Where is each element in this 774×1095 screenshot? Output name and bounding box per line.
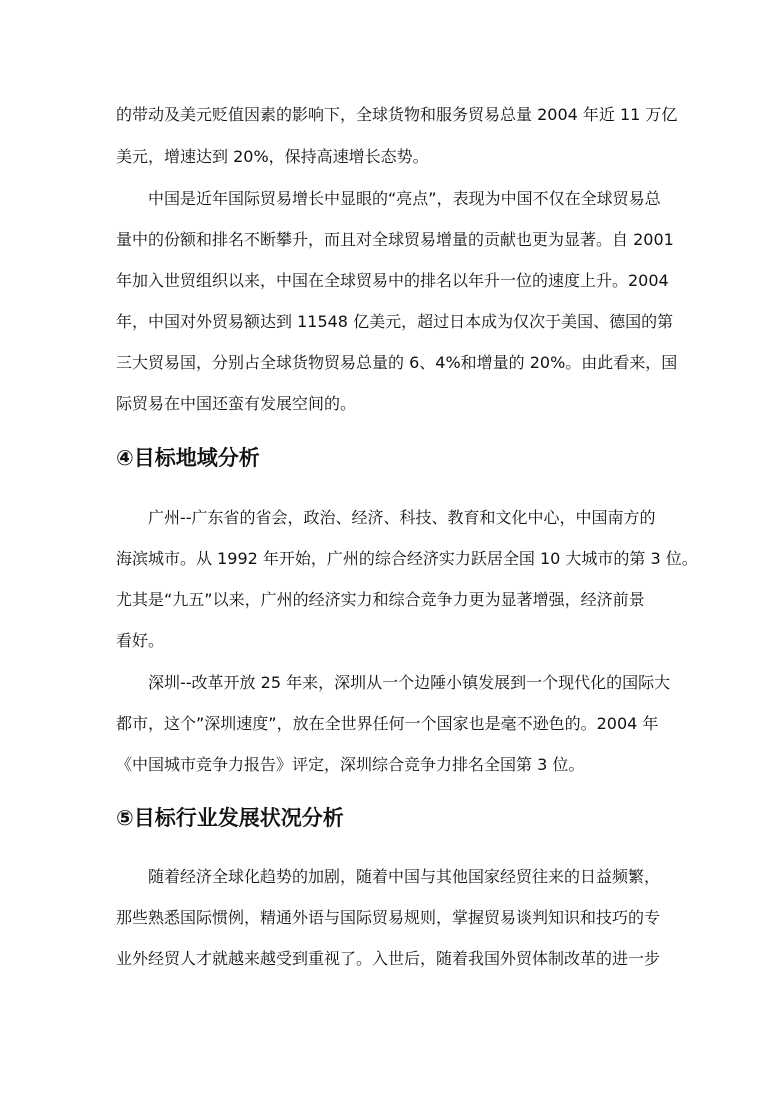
paragraph-line: 业外经贸人才就越来越受到重视了。入世后，随着我国外贸体制改革的进一步 xyxy=(116,949,661,968)
paragraph-line: 三大贸易国，分别占全球货物贸易总量的 6、4%和增量的 20%。由此看来，国 xyxy=(116,353,678,372)
paragraph-line: 《中国城市竞争力报告》评定，深圳综合竞争力排名全国第 3 位。 xyxy=(116,755,585,774)
paragraph-line: 广州--广东省的省会，政治、经济、科技、教育和文化中心，中国南方的 xyxy=(148,508,656,527)
paragraph-line: 那些熟悉国际惯例，精通外语与国际贸易规则，掌握贸易谈判知识和技巧的专 xyxy=(116,908,661,927)
paragraph-line: 尤其是“九五”以来，广州的经济实力和综合竞争力更为显著增强，经济前景 xyxy=(116,590,645,609)
paragraph-line: 年，中国对外贸易额达到 11548 亿美元，超过日本成为仅次于美国、德国的第 xyxy=(116,312,674,331)
paragraph-line: 看好。 xyxy=(116,631,165,650)
paragraph-line: 中国是近年国际贸易增长中显眼的“亮点”，表现为中国不仅在全球贸易总 xyxy=(148,189,661,208)
section-heading: ⑤目标行业发展状况分析 xyxy=(116,806,344,830)
section-heading: ④目标地域分析 xyxy=(116,446,260,470)
paragraph-line: 年加入世贸组织以来，中国在全球贸易中的排名以年升一位的速度上升。2004 xyxy=(116,271,669,290)
paragraph-line: 随着经济全球化趋势的加剧，随着中国与其他国家经贸往来的日益频繁， xyxy=(148,867,661,886)
paragraph-line: 际贸易在中国还蛮有发展空间的。 xyxy=(116,394,357,413)
paragraph-line: 量中的份额和排名不断攀升，而且对全球贸易增量的贡献也更为显著。自 2001 xyxy=(116,230,674,249)
paragraph-line: 的带动及美元贬值因素的影响下，全球货物和服务贸易总量 2004 年近 11 万亿 xyxy=(116,105,678,124)
paragraph-line: 深圳--改革开放 25 年来，深圳从一个边陲小镇发展到一个现代化的国际大 xyxy=(148,673,671,692)
paragraph-line: 都市，这个”深圳速度”，放在全世界任何一个国家也是毫不逊色的。2004 年 xyxy=(116,714,659,733)
paragraph-line: 海滨城市。从 1992 年开始，广州的综合经济实力跃居全国 10 大城市的第 3 位。 xyxy=(116,549,698,568)
paragraph-line: 美元，增速达到 20%，保持高速增长态势。 xyxy=(116,147,429,166)
